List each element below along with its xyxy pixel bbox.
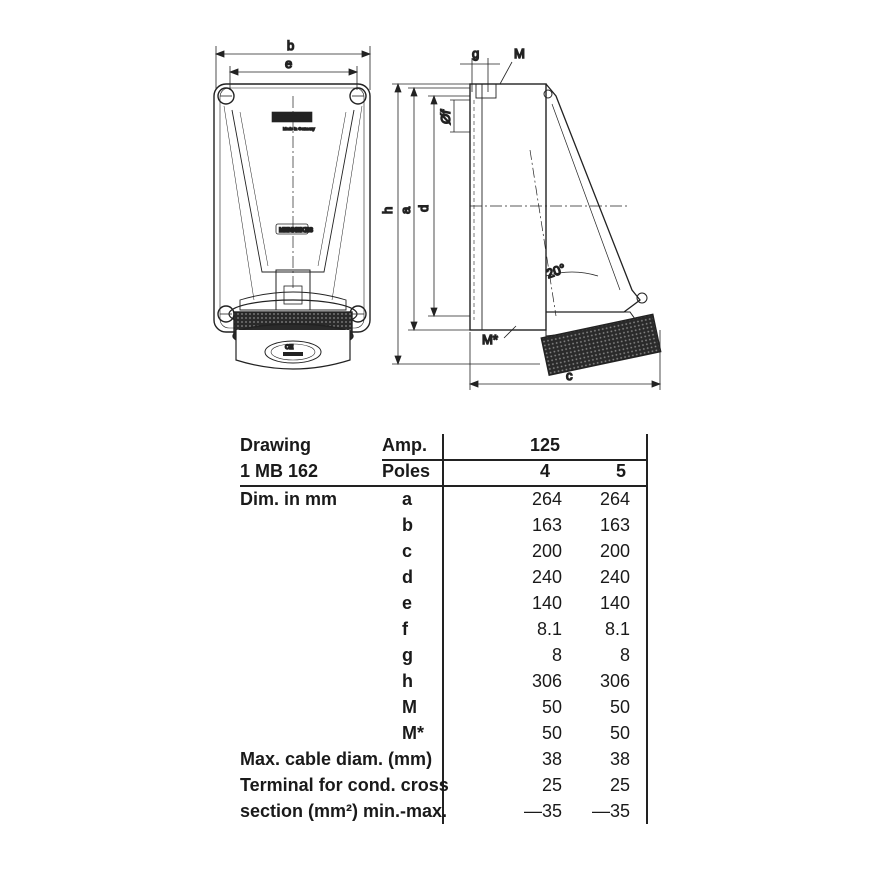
row-key-e: e [402, 593, 413, 613]
terminal-min-4: 25 [541, 775, 562, 795]
nameplate-subtext: Made in Germany [283, 126, 315, 131]
row-key-M: M [402, 697, 417, 717]
row-d-5: 240 [599, 567, 630, 587]
row-key-Mstar: M* [402, 723, 424, 743]
row-h-5: 306 [599, 671, 630, 691]
row-g-5: 8 [619, 645, 630, 665]
table-divider-left [442, 434, 444, 824]
terminal-max-5: —35 [591, 801, 630, 821]
poles-label: Poles [382, 461, 431, 481]
terminal-label-1: Terminal for cond. cross [240, 775, 449, 795]
row-f-5: 8.1 [604, 619, 630, 639]
label-d: d [416, 204, 431, 212]
label-Mstar: M* [482, 332, 498, 347]
row-b-4: 163 [531, 515, 562, 535]
row-M-5: 50 [609, 697, 630, 717]
terminal-max-4: —35 [523, 801, 562, 821]
cable-label: Max. cable diam. (mm) [240, 749, 433, 769]
row-key-g: g [402, 645, 413, 665]
drawing-label: Drawing [240, 435, 312, 455]
label-c: c [566, 368, 573, 383]
cable-5: 38 [609, 749, 630, 769]
spec-table [240, 432, 650, 824]
dim-f [450, 100, 470, 132]
cable-4: 38 [541, 749, 562, 769]
row-key-a: a [402, 489, 413, 509]
row-f-4: 8.1 [536, 619, 562, 639]
technical-drawing [0, 0, 876, 400]
callout-M [500, 62, 512, 84]
dim-g [460, 58, 500, 92]
label-b: b [287, 38, 295, 53]
cap-mark: CE [285, 345, 294, 351]
dim-e [230, 66, 357, 90]
terminal-min-5: 25 [609, 775, 630, 795]
row-e-5: 140 [599, 593, 630, 613]
table-divider-right [646, 434, 648, 824]
label-f: Øf [438, 110, 453, 124]
poles-5: 5 [615, 461, 626, 481]
side-housing [470, 84, 546, 330]
row-key-b: b [402, 515, 413, 535]
row-e-4: 140 [531, 593, 562, 613]
side-grip-ring [541, 314, 660, 375]
row-a-4: 264 [531, 489, 562, 509]
front-view [214, 38, 370, 369]
row-g-4: 8 [551, 645, 562, 665]
side-view [380, 46, 661, 390]
label-a: a [398, 206, 413, 214]
amp-value: 125 [529, 435, 560, 455]
label-g: g [472, 46, 480, 61]
row-c-4: 200 [531, 541, 562, 561]
row-key-c: c [402, 541, 413, 561]
row-b-5: 163 [599, 515, 630, 535]
row-a-5: 264 [599, 489, 630, 509]
label-M: M [514, 46, 525, 61]
row-key-h: h [402, 671, 413, 691]
row-M-4: 50 [541, 697, 562, 717]
label-e: e [285, 56, 293, 71]
row-key-d: d [402, 567, 413, 587]
row-Mstar-5: 50 [609, 723, 630, 743]
row-d-4: 240 [531, 567, 562, 587]
amp-label: Amp. [382, 435, 427, 455]
nameplate-text: MENNEKES [275, 116, 304, 122]
callout-Mstar [504, 326, 516, 338]
dim-label: Dim. in mm [240, 489, 338, 509]
drawing-number: 1 MB 162 [240, 461, 319, 481]
label-h: h [380, 206, 395, 214]
label-angle: 20° [544, 260, 568, 282]
poles-4: 4 [539, 461, 550, 481]
row-c-5: 200 [599, 541, 630, 561]
row-Mstar-4: 50 [541, 723, 562, 743]
badge-text: MENNEKES [279, 228, 314, 234]
dim-d [428, 96, 470, 316]
row-key-f: f [402, 619, 408, 639]
terminal-label-2: section (mm²) min.-max. [240, 801, 448, 821]
row-h-4: 306 [531, 671, 562, 691]
angled-lid [546, 84, 640, 312]
